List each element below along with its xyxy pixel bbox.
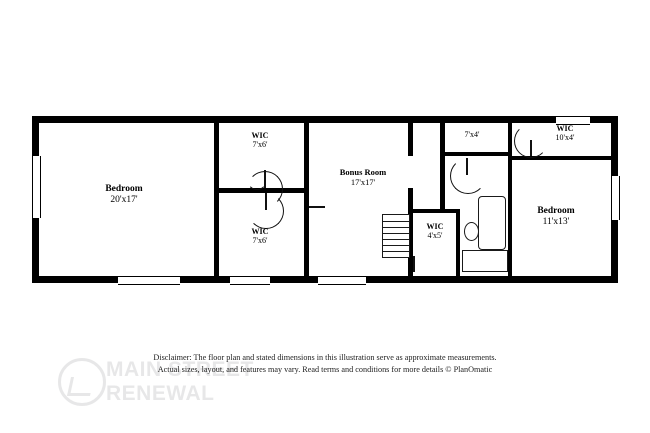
room-name-bedroom-1: Bedroom <box>105 184 143 194</box>
door-leaf-bonus <box>309 206 325 208</box>
room-label-wic-4 <box>520 124 610 142</box>
exterior-wall-top-right <box>444 116 618 123</box>
disclaimer-line-2: Actual sizes, layout, and features may vary. Read terms and conditions for more details © PlanOmatic <box>157 364 493 374</box>
interior-wall-wic3-right <box>456 209 460 283</box>
exterior-wall-top-left <box>32 116 444 123</box>
room-dimensions-wic-1: 7'x6' <box>252 140 268 150</box>
door-arc-wic2-swing <box>248 193 284 229</box>
window-bottom-bedroom1 <box>118 276 180 285</box>
room-label-bedroom-1 <box>64 184 184 206</box>
room-label-wic-1 <box>215 131 305 149</box>
room-name-wic-2: WIC <box>251 227 269 236</box>
window-bottom-wic2 <box>230 276 270 285</box>
room-name-wic-3: WIC <box>426 222 444 231</box>
window-bottom-bonus <box>318 276 366 285</box>
room-label-bedroom-2 <box>496 206 616 228</box>
room-dimensions-bonus-room: 17'x17' <box>350 176 376 187</box>
room-dimensions-bedroom-1: 20'x17' <box>110 194 138 205</box>
interior-wall-bonus-top-right <box>408 116 413 156</box>
room-name-wic-1: WIC <box>251 131 269 140</box>
door-leaf-wic3 <box>413 256 415 272</box>
room-label-bath-1 <box>437 130 507 139</box>
room-dimensions-wic-3: 4'x5' <box>427 231 443 241</box>
interior-wall-wic3-top <box>408 209 460 213</box>
door-arc-bath-swing <box>450 158 486 194</box>
room-dimensions-bedroom-2: 11'x13' <box>542 216 570 227</box>
disclaimer <box>0 352 650 376</box>
vanity-counter <box>462 250 508 272</box>
watermark-line-1: MAIN STREET <box>106 358 254 381</box>
interior-wall-bath-bottom <box>440 152 512 156</box>
room-dimensions-wic-2: 7'x6' <box>252 236 268 246</box>
interior-wall-bath-right <box>508 116 512 156</box>
room-label-wic-2 <box>215 227 305 245</box>
watermark-line-2: RENEWAL <box>106 382 215 406</box>
room-name-bonus-room: Bonus Room <box>339 167 387 177</box>
room-label-wic-3 <box>395 222 475 240</box>
room-dimensions-bath-1: 7'x4' <box>464 130 480 139</box>
room-name-bedroom-2: Bedroom <box>537 206 575 216</box>
room-label-bonus-room <box>318 168 408 188</box>
room-dimensions-wic-4: 10'x4' <box>555 133 575 143</box>
interior-wall-corridor-left <box>440 188 445 210</box>
room-name-wic-4: WIC <box>556 124 574 133</box>
window-left-bedroom1 <box>32 156 41 218</box>
disclaimer-line-1: Disclaimer: The floor plan and stated dimensions in this illustration serve as approximate measurements. <box>153 353 497 362</box>
